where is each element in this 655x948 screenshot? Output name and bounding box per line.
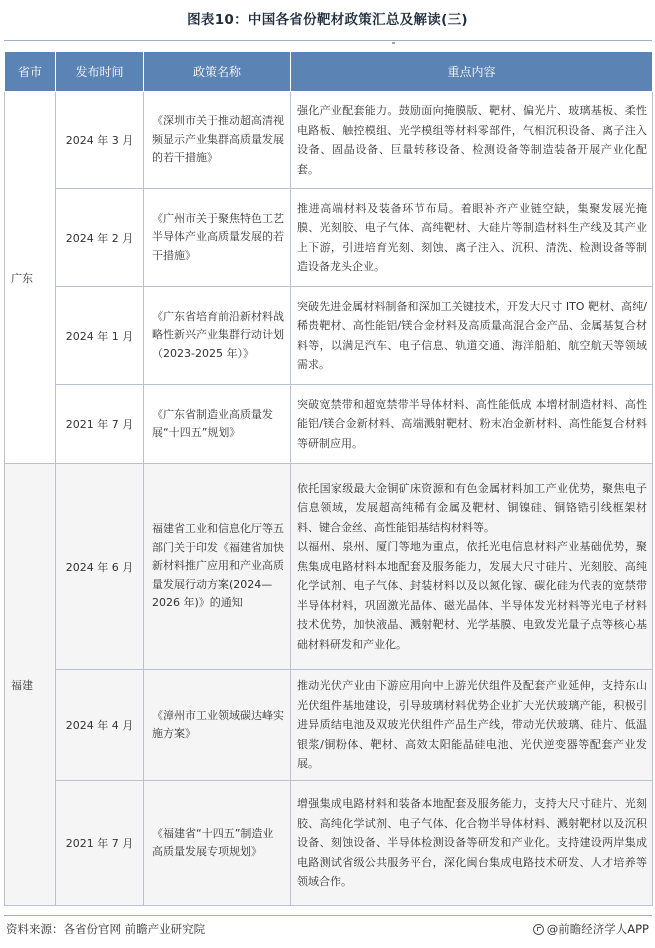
title-divider <box>4 40 652 41</box>
content-paragraph: 依托国家级最大金铜矿床资源和有色金属材料加工产业优势，聚焦电子信息领域，发展超高纯稀有金属及靶材、铜镍硅、铜铬锆引线框架材料、键合金丝、高性能铝基结构材料等。 <box>297 481 647 534</box>
header-province: 省市 <box>5 52 56 92</box>
date-cell: 2024 年 1 月 <box>56 287 144 385</box>
content-paragraph: 突破先进金属材料制备和深加工关键技术，开发大尺寸 ITO 靶材、高纯/稀贵靶材、高性能铝/镁合金材料及高质量高混合金产品、金属基复合材料等，以满足汽车、电子信息、轨道交通、海洋船舶、航空航天等领域需求。 <box>297 299 647 371</box>
brand-logo-icon <box>533 924 544 935</box>
brand-credit <box>533 921 649 937</box>
header-key-content: 重点内容 <box>291 52 653 92</box>
date-cell: 2024 年 3 月 <box>56 92 144 189</box>
policy-table <box>4 51 653 906</box>
content-cell <box>291 464 653 670</box>
policy-name-cell: 《福建省“十四五”制造业高质量发展专项规划》 <box>144 781 291 906</box>
content-paragraph: 强化产业配套能力。鼓励面向掩膜版、靶材、偏光片、玻璃基板、柔性电路板、触控模组、光学模组等材料零部件，气相沉积设备、离子注入设备、固晶设备、巨量转移设备、检测设备等制造装备开展产业化配套。 <box>297 104 647 176</box>
content-paragraph: 增强集成电路材料和装备本地配套及服务能力，支持大尺寸硅片、光刻胶、高纯化学试剂、电子气体、化合物半导体材料、溅射靶材以及沉积设备、刻蚀设备、半导体检测设备等研发和产业化。支持建设两岸集成电路测试省级公共服务平台，深化闽台集成电路技术研发、人才培养等领域合作。 <box>297 797 647 889</box>
table-row <box>5 464 653 670</box>
source-note: 资料来源：各省份官网 前瞻产业研究院 <box>6 922 206 936</box>
table-row <box>5 92 653 189</box>
date-cell: 2024 年 2 月 <box>56 189 144 287</box>
decorative-dot <box>392 42 395 44</box>
content-cell <box>291 287 653 385</box>
policy-name-cell: 《深圳市关于推动超高清视频显示产业集群高质量发展的若干措施》 <box>144 92 291 189</box>
province-cell: 福建 <box>5 464 56 906</box>
table-row <box>5 385 653 464</box>
table-row <box>5 781 653 906</box>
content-cell <box>291 189 653 287</box>
province-cell: 广东 <box>5 92 56 464</box>
date-cell: 2021 年 7 月 <box>56 781 144 906</box>
brand-text: @前瞻经济学人APP <box>546 922 649 936</box>
policy-name-cell: 《广州市关于聚焦特色工艺半导体产业高质量发展的若干措施》 <box>144 189 291 287</box>
table-header-row <box>5 52 653 92</box>
content-paragraph: 推进高端材料及装备环节布局。着眼补齐产业链空缺，集聚发展光掩膜、光刻胶、电子气体、高纯靶材、大硅片等制造材料生产线及其产业上下游，引进培育光刻、刻蚀、离子注入、沉积、清洗、检测设备等制造设备龙头企业。 <box>297 201 647 273</box>
header-date: 发布时间 <box>56 52 144 92</box>
table-row <box>5 287 653 385</box>
policy-name-cell: 《广东省制造业高质量发展“十四五”规划》 <box>144 385 291 464</box>
policy-name-cell: 福建省工业和信息化厅等五部门关于印发《福建省加快新材料推广应用和产业高质量发展行动方案(2024—2026 年)》的通知 <box>144 464 291 670</box>
content-cell <box>291 670 653 781</box>
header-policy-name: 政策名称 <box>144 52 291 92</box>
policy-name-cell: 《漳州市工业领域碳达峰实施方案》 <box>144 670 291 781</box>
footer-divider <box>4 915 652 916</box>
chart-title: 图表10：中国各省份靶材政策汇总及解读(三) <box>187 12 468 28</box>
content-cell <box>291 781 653 906</box>
date-cell: 2024 年 6 月 <box>56 464 144 670</box>
policy-name-cell: 《广东省培育前沿新材料战略性新兴产业集群行动计划（2023-2025 年）》 <box>144 287 291 385</box>
content-paragraph: 推动光伏产业由下游应用向中上游光伏组件及配套产业延伸，支持东山光伏组件基地建设，引导玻璃材料优势企业扩大光伏玻璃产能，积极引进异质结电池及双玻光伏组件产品生产线，带动光伏玻璃、硅片、低温银浆/铜粉体、靶材、高效太阳能晶硅电池、光伏逆变器等配套产业发展。 <box>297 679 647 771</box>
content-paragraph: 突破宽禁带和超宽禁带半导体材料、高性能低成 本增材制造材料、高性能铝/镁合金新材料、高端溅射靶材、粉末冶金新材料、高性能复合材料等研制应用。 <box>297 397 647 450</box>
content-paragraph: 以福州、泉州、厦门等地为重点，依托光电信息材料产业基础优势，聚焦集成电路材料本地配套及服务能力，发展大尺寸硅片、光刻胶、高纯化学试剂、电子气体、封装材料以及以氮化镓、碳化硅为代表的宽禁带半导体材料，巩固激光晶体、磁光晶体、半导体发光材料等光电子材料技术优势，加快液晶、溅射靶材、光学基膜、电致发光量子点等核心基础材料研发和产业化。 <box>297 540 647 651</box>
content-cell <box>291 385 653 464</box>
date-cell: 2021 年 7 月 <box>56 385 144 464</box>
date-cell: 2024 年 4 月 <box>56 670 144 781</box>
table-row <box>5 189 653 287</box>
table-row <box>5 670 653 781</box>
content-cell <box>291 92 653 189</box>
